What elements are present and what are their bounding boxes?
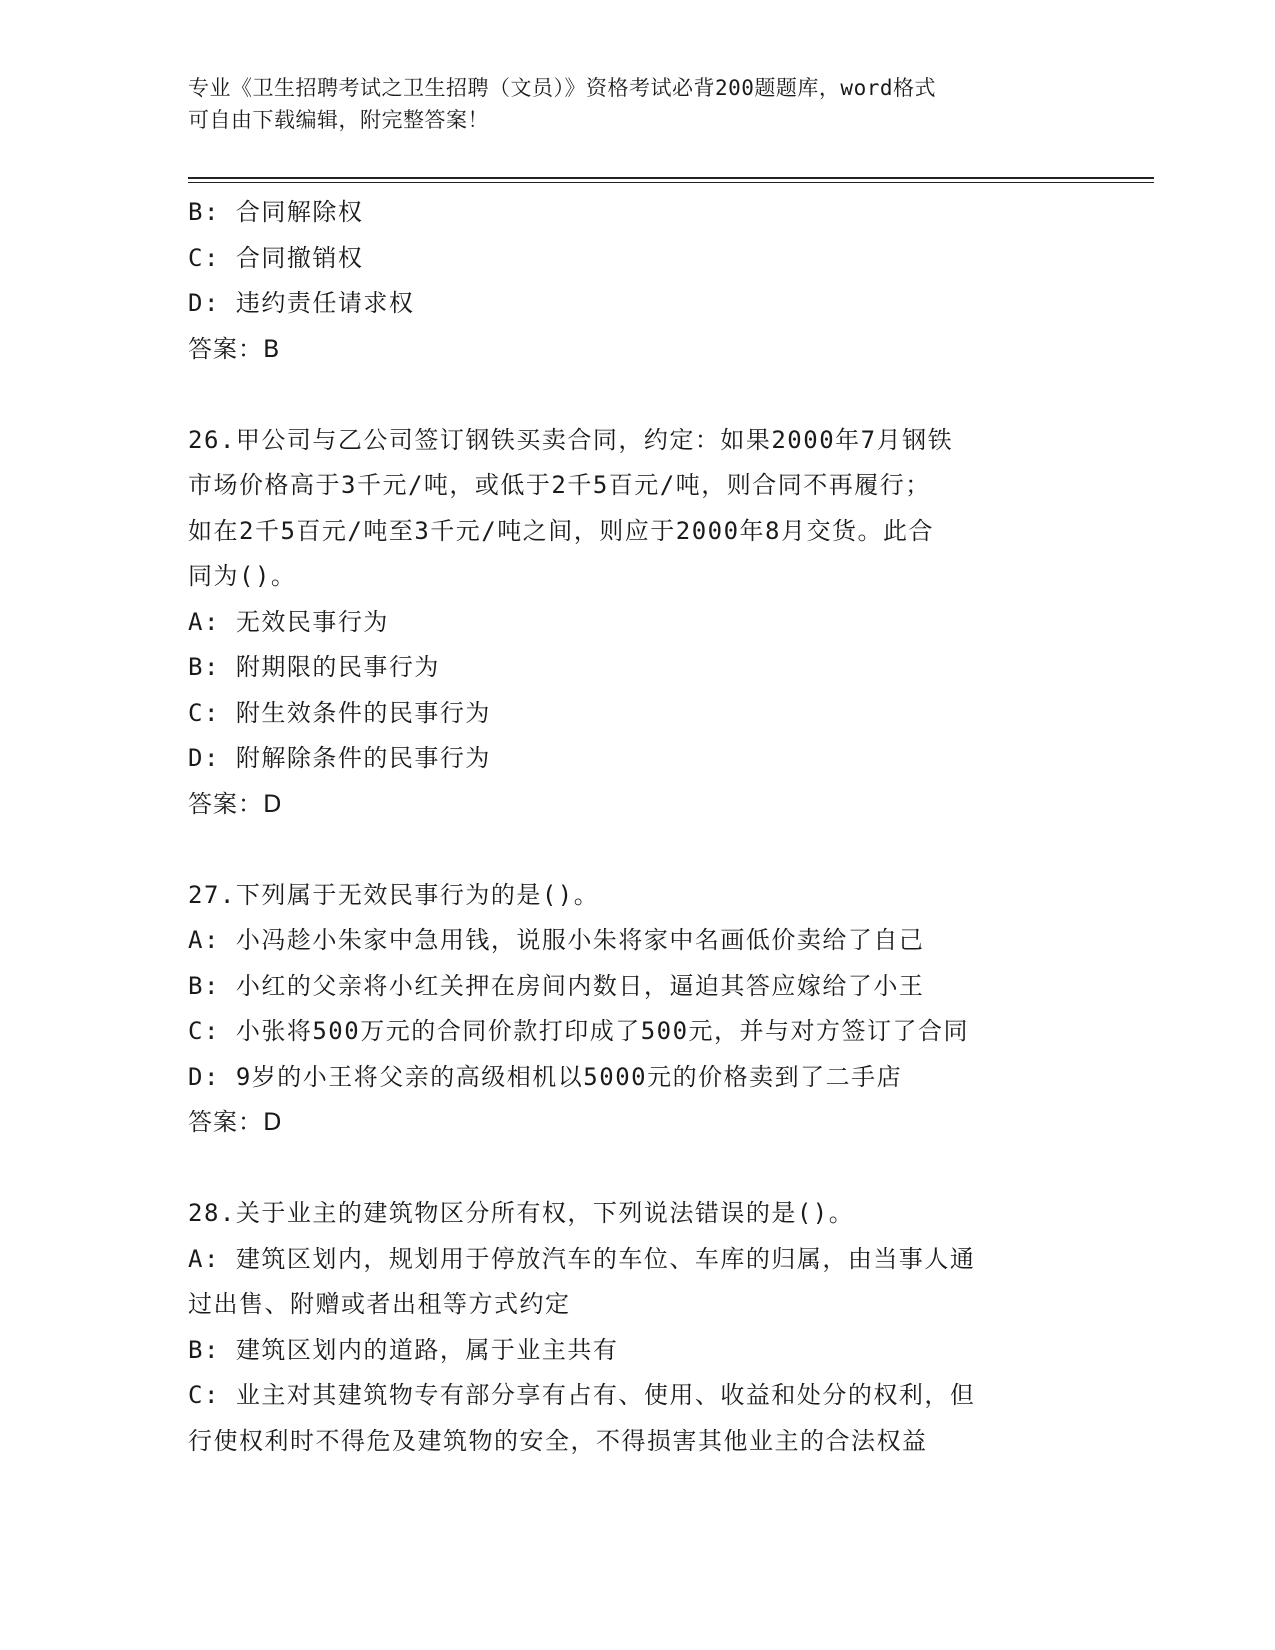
option-a: A: 无效民事行为 [188, 607, 389, 636]
answer: 答案：D [188, 789, 283, 818]
header-divider-thick [188, 177, 1154, 179]
answer: 答案：D [188, 1108, 283, 1136]
option-b: B: 合同解除权 [188, 198, 364, 226]
option-c: C: 合同撤销权 [188, 243, 364, 272]
option-c-continued: 行使权利时不得危及建筑物的安全，不得损害其他业主的合法权益 [188, 1426, 928, 1455]
option-d: D: 附解除条件的民事行为 [188, 744, 491, 772]
question-25-tail [188, 190, 1088, 372]
question-list [188, 190, 1088, 1464]
option-d: D: 9岁的小王将父亲的高级相机以5000元的价格卖到了二手店 [188, 1062, 903, 1091]
question-stem: 27.下列属于无效民事行为的是()。 [188, 880, 600, 909]
option-a: A: 小冯趁小朱家中急用钱，说服小朱将家中名画低价卖给了自己 [188, 926, 925, 954]
option-a: A: 建筑区划内，规划用于停放汽车的车位、车库的归属，由当事人通 [188, 1244, 976, 1273]
option-d: D: 违约责任请求权 [188, 289, 415, 317]
spacer [188, 1146, 1088, 1192]
header-divider-thin [188, 182, 1154, 183]
question-27 [188, 873, 1088, 1146]
option-b: B: 小红的父亲将小红关押在房间内数日，逼迫其答应嫁给了小王 [188, 971, 925, 1000]
question-stem: 28.关于业主的建筑物区分所有权，下列说法错误的是()。 [188, 1199, 855, 1227]
answer: 答案：B [188, 334, 281, 363]
spacer [188, 827, 1088, 873]
option-c: C: 附生效条件的民事行为 [188, 698, 491, 727]
option-c: C: 小张将500万元的合同价款打印成了500元，并与对方签订了合同 [188, 1017, 970, 1045]
spacer [188, 372, 1088, 418]
option-b: B: 附期限的民事行为 [188, 653, 440, 681]
option-b: B: 建筑区划内的道路，属于业主共有 [188, 1335, 619, 1364]
question-28 [188, 1191, 1088, 1464]
document-header [188, 72, 1068, 136]
question-stem: 同为()。 [188, 562, 297, 590]
question-26 [188, 418, 1088, 828]
header-line-2: 可自由下载编辑，附完整答案！ [188, 108, 489, 132]
question-stem: 如在2千5百元/吨至3千元/吨之间，则应于2000年8月交货。此合 [188, 516, 934, 545]
header-line-1: 专业《卫生招聘考试之卫生招聘（文员）》资格考试必背200题题库，word格式 [188, 76, 936, 100]
question-stem: 26.甲公司与乙公司签订钢铁买卖合同，约定：如果2000年7月钢铁 [188, 425, 954, 454]
question-stem: 市场价格高于3千元/吨，或低于2千5百元/吨，则合同不再履行； [188, 471, 931, 499]
option-a-continued: 过出售、附赠或者出租等方式约定 [188, 1290, 571, 1318]
option-c: C: 业主对其建筑物专有部分享有占有、使用、收益和处分的权利，但 [188, 1381, 976, 1409]
